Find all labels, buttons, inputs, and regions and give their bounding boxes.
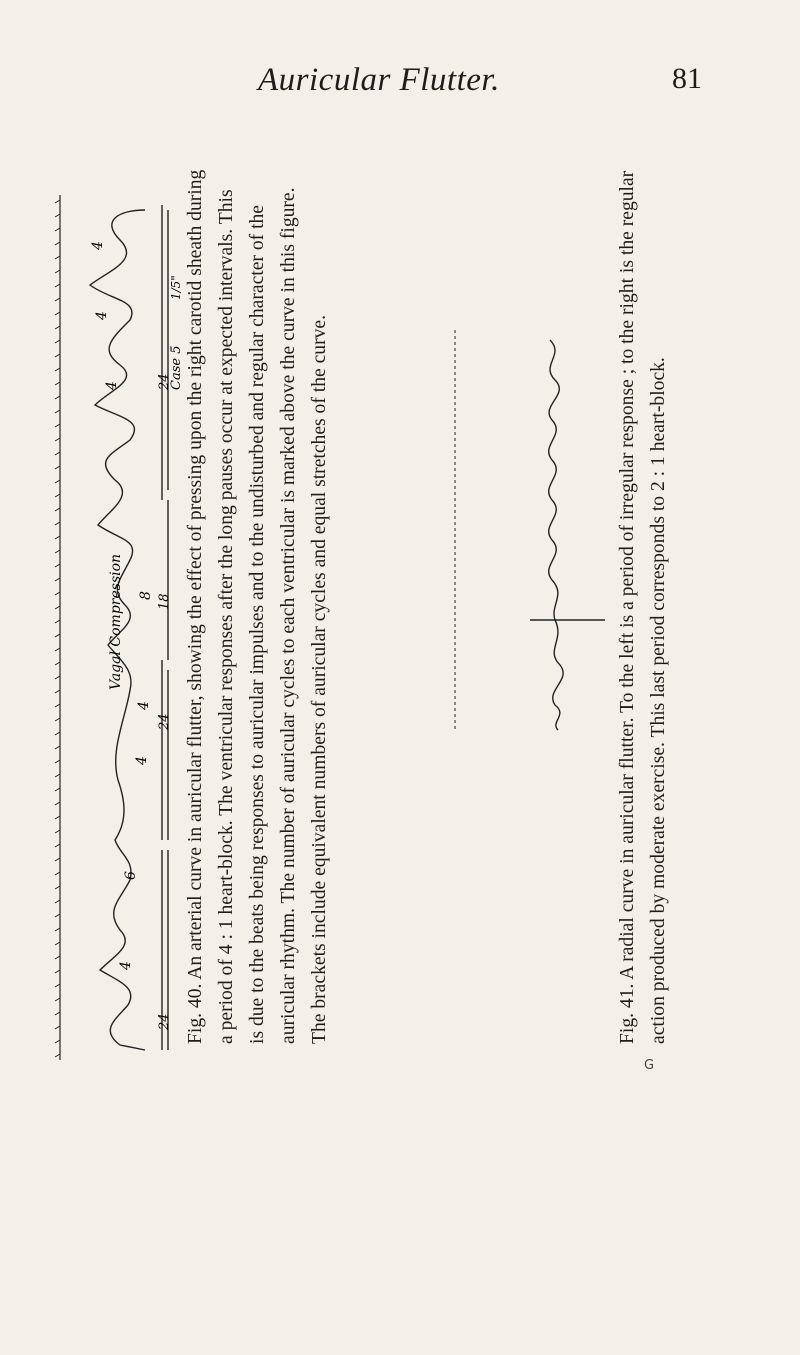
count-label: 4 <box>104 381 120 390</box>
time-tick <box>55 956 60 959</box>
radial-curve <box>549 340 563 730</box>
time-tick <box>55 886 60 889</box>
time-tick <box>55 228 60 231</box>
bracket-label: 24 <box>157 713 172 730</box>
time-tick <box>55 1054 60 1057</box>
caption-line: a period of 4 : 1 heart-block. The ventricular responses after the long pauses occur at expected intervals. This <box>216 189 237 1044</box>
time-tick <box>55 452 60 455</box>
time-mark-label: 1/5" <box>169 275 183 300</box>
time-tick <box>55 396 60 399</box>
time-tick <box>55 368 60 371</box>
header <box>0 62 800 102</box>
time-tick <box>55 928 60 931</box>
time-tick <box>55 298 60 301</box>
time-tick <box>55 382 60 385</box>
time-tick <box>55 704 60 707</box>
time-tick <box>55 1012 60 1015</box>
time-tick <box>55 816 60 819</box>
count-label: 8 <box>138 591 154 600</box>
caption-line: Fig. 41. A radial curve in auricular flutter. To the left is a period of irregular response ; to the right is the regular <box>617 170 638 1044</box>
time-tick <box>55 718 60 721</box>
count-label: 4 <box>94 311 110 320</box>
figure-41-tracing <box>440 320 620 740</box>
time-tick <box>55 942 60 945</box>
time-tick <box>55 690 60 693</box>
time-tick <box>55 242 60 245</box>
time-tick <box>55 438 60 441</box>
time-tick <box>55 900 60 903</box>
time-tick <box>55 606 60 609</box>
caption-line: Fig. 40. An arterial curve in auricular flutter, showing the effect of pressing upon the right carotid sheath during <box>185 169 206 1044</box>
time-tick <box>55 634 60 637</box>
time-tick <box>55 774 60 777</box>
time-tick <box>55 1026 60 1029</box>
time-tick <box>55 200 60 203</box>
running-title: Auricular Flutter. <box>258 62 500 98</box>
count-label: 4 <box>118 961 134 970</box>
bracket-label: 24 <box>157 1013 172 1030</box>
time-tick <box>55 872 60 875</box>
time-tick <box>55 1040 60 1043</box>
time-tick <box>55 984 60 987</box>
time-tick <box>55 746 60 749</box>
time-tick <box>55 914 60 917</box>
bracket-label: 18 <box>157 593 172 610</box>
vagal-compression-label: Vagal Compression <box>108 553 124 690</box>
time-tick <box>55 676 60 679</box>
time-tick <box>55 578 60 581</box>
time-tick <box>55 662 60 665</box>
time-tick <box>55 802 60 805</box>
time-tick <box>55 340 60 343</box>
time-tick <box>55 284 60 287</box>
count-label: 6 <box>123 871 139 880</box>
figure-40-tracing <box>50 190 184 1070</box>
time-tick <box>55 564 60 567</box>
time-tick <box>55 522 60 525</box>
time-tick <box>55 592 60 595</box>
time-tick <box>55 410 60 413</box>
time-tick <box>55 732 60 735</box>
count-label: 4 <box>136 701 152 710</box>
time-tick <box>55 648 60 651</box>
figure-41-caption <box>612 164 674 1044</box>
time-tick <box>55 508 60 511</box>
caption-line: action produced by moderate exercise. This last period corresponds to 2 : 1 heart-block. <box>648 357 669 1044</box>
time-tick <box>55 998 60 1001</box>
time-tick <box>55 550 60 553</box>
figure-40-caption <box>180 164 335 1044</box>
time-tick <box>55 830 60 833</box>
caption-line: The brackets include equivalent numbers of auricular cycles and equal stretches of the curve. <box>309 314 330 1044</box>
time-tick <box>55 788 60 791</box>
time-tick <box>55 270 60 273</box>
time-tick <box>55 312 60 315</box>
bracket-label: 24 <box>157 373 172 390</box>
case-label: Case 5 <box>169 345 184 390</box>
time-tick <box>55 760 60 763</box>
time-tick <box>55 214 60 217</box>
time-tick <box>55 536 60 539</box>
time-tick <box>55 858 60 861</box>
time-tick <box>55 424 60 427</box>
time-tick <box>55 970 60 973</box>
count-label: 4 <box>134 756 150 765</box>
time-tick <box>55 480 60 483</box>
count-label: 4 <box>90 241 106 250</box>
time-tick <box>55 620 60 623</box>
time-tick <box>55 844 60 847</box>
time-tick <box>55 494 60 497</box>
caption-line: is due to the beats being responses to auricular impulses and to the undisturbed and regular character of the <box>247 204 268 1044</box>
page-number: 81 <box>672 62 702 95</box>
signature-mark: G <box>644 1058 655 1073</box>
time-tick <box>55 354 60 357</box>
time-tick <box>55 326 60 329</box>
time-tick <box>55 256 60 259</box>
caption-line: auricular rhythm. The number of auricular cycles to each ventricular is marked above the curve in this figure. <box>278 187 299 1044</box>
time-tick <box>55 466 60 469</box>
